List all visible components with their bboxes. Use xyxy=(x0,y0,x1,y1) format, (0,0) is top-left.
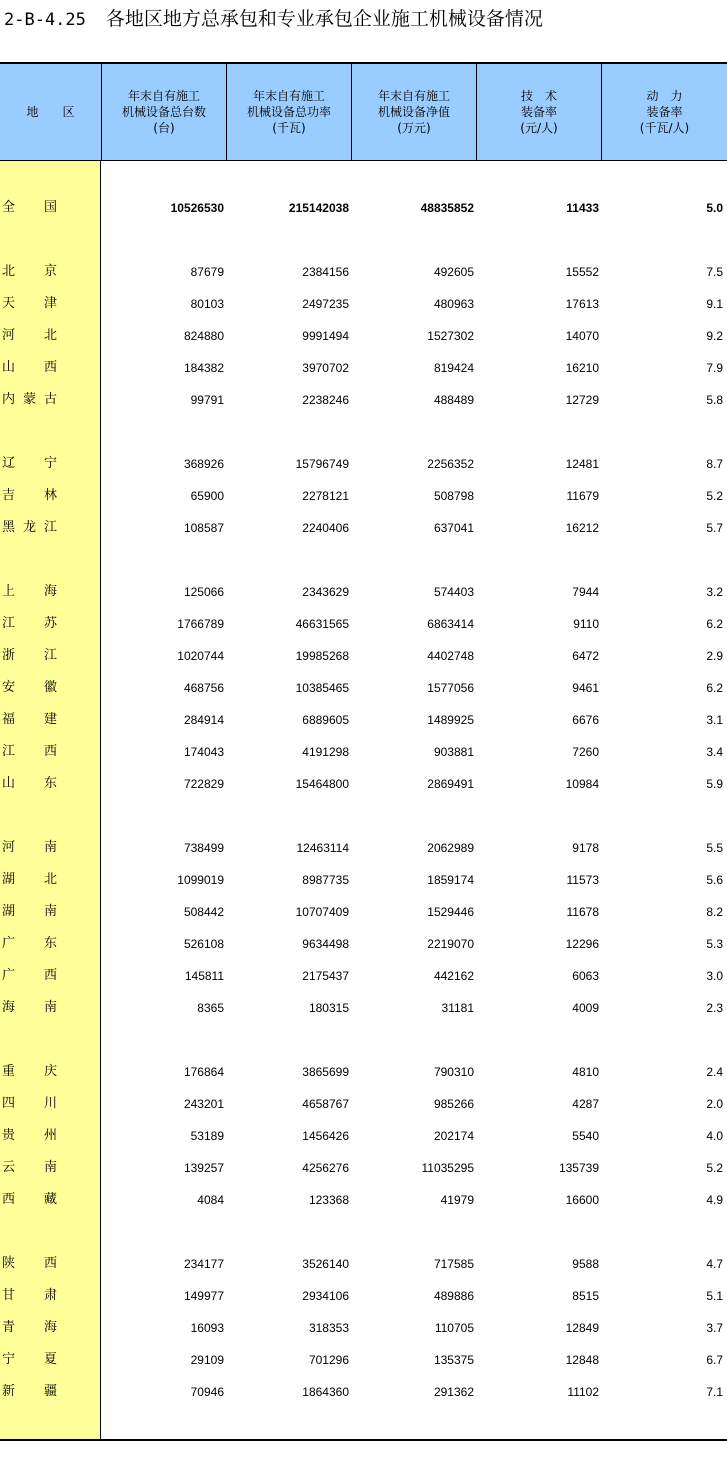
national-total-row xyxy=(0,192,727,224)
cell-power: 1864360 xyxy=(302,1385,349,1399)
cell-value: 11035295 xyxy=(421,1161,474,1175)
cell-value: 6863414 xyxy=(427,617,474,631)
cell-power: 9634498 xyxy=(302,937,349,951)
cell-value: 574403 xyxy=(433,585,474,599)
region-name: 辽 宁 xyxy=(2,456,58,471)
table-row xyxy=(0,992,727,1024)
table-row xyxy=(0,352,727,384)
cell-value: 480963 xyxy=(433,297,474,311)
cell-count: 139257 xyxy=(183,1161,224,1175)
cell-power-rate: 7.1 xyxy=(706,1385,723,1399)
region-name: 内 蒙 古 xyxy=(2,392,58,407)
cell-count: 4084 xyxy=(197,1193,224,1207)
table-row xyxy=(0,576,727,608)
cell-value: 41979 xyxy=(440,1193,474,1207)
table-row xyxy=(0,864,727,896)
table-row xyxy=(0,1344,727,1376)
cell-power: 2240406 xyxy=(302,521,349,535)
cell-power: 6889605 xyxy=(302,713,349,727)
cell-tech-rate: 11102 xyxy=(567,1385,599,1399)
cell-tech-rate: 4810 xyxy=(572,1065,599,1079)
cell-tech-rate: 12848 xyxy=(565,1353,599,1367)
table-row xyxy=(0,832,727,864)
cell-power: 215142038 xyxy=(288,201,349,215)
region-name: 西 藏 xyxy=(2,1192,58,1207)
cell-power: 9991494 xyxy=(302,329,349,343)
cell-power: 3970702 xyxy=(302,361,349,375)
cell-power-rate: 3.0 xyxy=(706,969,723,983)
cell-value: 508798 xyxy=(433,489,474,503)
table-row xyxy=(0,320,727,352)
region-name: 云 南 xyxy=(2,1160,58,1175)
cell-power: 15464800 xyxy=(295,777,349,791)
cell-power: 10385465 xyxy=(295,681,349,695)
region-name: 全 国 xyxy=(2,200,58,215)
cell-value: 1527302 xyxy=(427,329,474,343)
region-name: 安 徽 xyxy=(2,680,58,695)
cell-value: 1577056 xyxy=(427,681,474,695)
data-table xyxy=(0,62,727,1441)
cell-power-rate: 3.2 xyxy=(706,585,723,599)
cell-power-rate: 2.3 xyxy=(706,1001,723,1015)
cell-tech-rate: 6472 xyxy=(572,649,599,663)
table-row xyxy=(0,1312,727,1344)
cell-tech-rate: 9110 xyxy=(573,617,599,631)
region-name: 四 川 xyxy=(2,1096,58,1111)
cell-power: 123368 xyxy=(308,1193,349,1207)
cell-value: 31181 xyxy=(441,1001,474,1015)
cell-value: 2062989 xyxy=(427,841,474,855)
table-row xyxy=(0,1248,727,1280)
cell-count: 125066 xyxy=(183,585,224,599)
cell-count: 70946 xyxy=(190,1385,224,1399)
cell-power-rate: 9.2 xyxy=(706,329,723,343)
table-row xyxy=(0,480,727,512)
region-name: 天 津 xyxy=(2,296,58,311)
table-row xyxy=(0,256,727,288)
cell-power: 1456426 xyxy=(302,1129,349,1143)
cell-power: 180315 xyxy=(308,1001,349,1015)
cell-power-rate: 5.8 xyxy=(706,393,723,407)
cell-value: 1489925 xyxy=(427,713,474,727)
cell-power: 4191298 xyxy=(302,745,349,759)
cell-value: 135375 xyxy=(433,1353,474,1367)
cell-tech-rate: 9588 xyxy=(572,1257,599,1271)
cell-count: 145811 xyxy=(184,969,224,983)
header-region: 地 区 xyxy=(26,105,75,119)
cell-value: 717585 xyxy=(433,1257,474,1271)
table-row xyxy=(0,384,727,416)
region-name: 陕 西 xyxy=(2,1256,58,1271)
cell-value: 488489 xyxy=(433,393,474,407)
cell-value: 819424 xyxy=(433,361,474,375)
cell-value: 1859174 xyxy=(427,873,474,887)
cell-power: 15796749 xyxy=(295,457,349,471)
cell-power: 46631565 xyxy=(295,617,349,631)
region-name: 广 东 xyxy=(2,936,58,951)
cell-tech-rate: 7260 xyxy=(572,745,599,759)
header-power-rate: 动 力 装备率 (千瓦/人) xyxy=(601,64,727,160)
region-name: 北 京 xyxy=(2,264,58,279)
cell-power: 8987735 xyxy=(302,873,349,887)
cell-value: 985266 xyxy=(433,1097,474,1111)
table-row xyxy=(0,1056,727,1088)
cell-tech-rate: 6063 xyxy=(572,969,599,983)
region-name: 湖 南 xyxy=(2,904,58,919)
cell-power-rate: 5.2 xyxy=(706,1161,723,1175)
region-name: 黑 龙 江 xyxy=(2,520,58,535)
cell-count: 99791 xyxy=(190,393,224,407)
region-name: 宁 夏 xyxy=(2,1352,58,1367)
table-row xyxy=(0,960,727,992)
header-equipment-value: 年末自有施工 机械设备净值 (万元) xyxy=(351,64,476,160)
region-name: 福 建 xyxy=(2,712,58,727)
cell-value: 790310 xyxy=(433,1065,474,1079)
cell-tech-rate: 16210 xyxy=(565,361,599,375)
cell-power: 701296 xyxy=(308,1353,349,1367)
cell-tech-rate: 12729 xyxy=(565,393,599,407)
cell-count: 174043 xyxy=(183,745,224,759)
cell-count: 16093 xyxy=(190,1321,224,1335)
cell-power: 4658767 xyxy=(302,1097,349,1111)
table-header xyxy=(0,64,727,161)
cell-value: 4402748 xyxy=(427,649,474,663)
cell-power-rate: 6.2 xyxy=(706,617,723,631)
table-row xyxy=(0,736,727,768)
region-name: 江 西 xyxy=(2,744,58,759)
cell-tech-rate: 12296 xyxy=(565,937,599,951)
cell-count: 243201 xyxy=(183,1097,224,1111)
cell-value: 442162 xyxy=(433,969,474,983)
cell-power-rate: 2.4 xyxy=(706,1065,723,1079)
region-name: 吉 林 xyxy=(2,488,58,503)
region-name: 贵 州 xyxy=(2,1128,58,1143)
region-name: 山 西 xyxy=(2,360,58,375)
cell-power-rate: 5.5 xyxy=(706,841,723,855)
cell-value: 48835852 xyxy=(420,201,474,215)
cell-power-rate: 2.9 xyxy=(706,649,723,663)
cell-power-rate: 6.2 xyxy=(706,681,723,695)
table-row xyxy=(0,1088,727,1120)
cell-value: 903881 xyxy=(433,745,474,759)
table-row xyxy=(0,1120,727,1152)
cell-count: 8365 xyxy=(197,1001,224,1015)
cell-count: 108587 xyxy=(183,521,224,535)
cell-power-rate: 5.9 xyxy=(706,777,723,791)
table-row xyxy=(0,1376,727,1408)
region-name: 新 疆 xyxy=(2,1384,58,1399)
table-code: 2-B-4.25 xyxy=(4,10,86,30)
cell-value: 291362 xyxy=(433,1385,474,1399)
region-name: 山 东 xyxy=(2,776,58,791)
region-name: 河 北 xyxy=(2,328,58,343)
table-row xyxy=(0,1152,727,1184)
cell-power-rate: 5.7 xyxy=(706,521,723,535)
cell-count: 184382 xyxy=(183,361,224,375)
cell-tech-rate: 9461 xyxy=(572,681,599,695)
cell-count: 824880 xyxy=(183,329,224,343)
cell-tech-rate: 11433 xyxy=(566,201,599,215)
cell-power: 10707409 xyxy=(295,905,349,919)
cell-tech-rate: 16212 xyxy=(565,521,599,535)
cell-tech-rate: 8515 xyxy=(572,1289,599,1303)
cell-tech-rate: 16600 xyxy=(565,1193,599,1207)
table-row xyxy=(0,928,727,960)
cell-count: 508442 xyxy=(183,905,224,919)
cell-value: 489886 xyxy=(433,1289,474,1303)
cell-count: 1099019 xyxy=(177,873,224,887)
table-row xyxy=(0,640,727,672)
cell-power-rate: 8.7 xyxy=(706,457,723,471)
table-title-text: 各地区地方总承包和专业承包企业施工机械设备情况 xyxy=(105,8,543,30)
table-row xyxy=(0,608,727,640)
cell-power: 2934106 xyxy=(302,1289,349,1303)
cell-power: 2278121 xyxy=(302,489,349,503)
cell-power: 2384156 xyxy=(302,265,349,279)
cell-tech-rate: 12849 xyxy=(565,1321,599,1335)
region-name: 海 南 xyxy=(2,1000,58,1015)
cell-count: 87679 xyxy=(190,265,224,279)
cell-power-rate: 5.2 xyxy=(706,489,723,503)
cell-count: 722829 xyxy=(183,777,224,791)
bottom-rule xyxy=(0,1439,727,1441)
cell-tech-rate: 10984 xyxy=(565,777,599,791)
cell-power: 2175437 xyxy=(302,969,349,983)
cell-tech-rate: 9178 xyxy=(572,841,599,855)
region-name: 重 庆 xyxy=(2,1064,58,1079)
cell-power: 19985268 xyxy=(295,649,349,663)
cell-power: 2497235 xyxy=(302,297,349,311)
cell-count: 80103 xyxy=(190,297,224,311)
cell-count: 53189 xyxy=(190,1129,224,1143)
cell-tech-rate: 5540 xyxy=(572,1129,599,1143)
cell-power: 3526140 xyxy=(302,1257,349,1271)
header-equipment-count: 年末自有施工 机械设备总台数 (台) xyxy=(101,64,226,160)
cell-count: 234177 xyxy=(183,1257,224,1271)
cell-tech-rate: 11678 xyxy=(566,905,599,919)
table-row xyxy=(0,448,727,480)
table-row xyxy=(0,672,727,704)
cell-power: 2238246 xyxy=(302,393,349,407)
region-name: 广 西 xyxy=(2,968,58,983)
cell-tech-rate: 14070 xyxy=(565,329,599,343)
cell-power-rate: 9.1 xyxy=(706,297,723,311)
region-name: 湖 北 xyxy=(2,872,58,887)
cell-count: 526108 xyxy=(183,937,224,951)
cell-power-rate: 3.7 xyxy=(706,1321,723,1335)
table-row xyxy=(0,704,727,736)
table-row xyxy=(0,768,727,800)
cell-count: 738499 xyxy=(183,841,224,855)
cell-power-rate: 7.9 xyxy=(706,361,723,375)
table-row xyxy=(0,512,727,544)
cell-value: 2869491 xyxy=(427,777,474,791)
region-name: 浙 江 xyxy=(2,648,58,663)
cell-value: 2256352 xyxy=(427,457,474,471)
cell-count: 284914 xyxy=(183,713,224,727)
cell-count: 176864 xyxy=(183,1065,224,1079)
header-equipment-power: 年末自有施工 机械设备总功率 (千瓦) xyxy=(226,64,351,160)
cell-power-rate: 6.7 xyxy=(706,1353,723,1367)
cell-tech-rate: 4009 xyxy=(572,1001,599,1015)
region-name: 甘 肃 xyxy=(2,1288,58,1303)
cell-count: 1020744 xyxy=(177,649,224,663)
cell-power-rate: 5.6 xyxy=(706,873,723,887)
cell-value: 1529446 xyxy=(427,905,474,919)
cell-power: 3865699 xyxy=(302,1065,349,1079)
cell-power-rate: 4.7 xyxy=(706,1257,723,1271)
region-name: 青 海 xyxy=(2,1320,58,1335)
cell-power-rate: 4.0 xyxy=(706,1129,723,1143)
cell-power: 4256276 xyxy=(302,1161,349,1175)
cell-power: 12463114 xyxy=(296,841,349,855)
cell-tech-rate: 12481 xyxy=(565,457,599,471)
cell-value: 2219070 xyxy=(427,937,474,951)
cell-count: 29109 xyxy=(190,1353,224,1367)
cell-tech-rate: 11679 xyxy=(566,489,599,503)
cell-power: 2343629 xyxy=(302,585,349,599)
cell-value: 110705 xyxy=(434,1321,474,1335)
cell-count: 1766789 xyxy=(177,617,224,631)
cell-value: 202174 xyxy=(433,1129,474,1143)
cell-power-rate: 5.1 xyxy=(706,1289,723,1303)
region-name: 江 苏 xyxy=(2,616,58,631)
cell-power-rate: 8.2 xyxy=(706,905,723,919)
cell-count: 65900 xyxy=(190,489,224,503)
cell-count: 10526530 xyxy=(170,201,224,215)
cell-count: 368926 xyxy=(183,457,224,471)
cell-power: 318353 xyxy=(308,1321,349,1335)
cell-power-rate: 4.9 xyxy=(706,1193,723,1207)
region-name: 河 南 xyxy=(2,840,58,855)
table-row xyxy=(0,1184,727,1216)
cell-power-rate: 5.3 xyxy=(706,937,723,951)
cell-tech-rate: 4287 xyxy=(572,1097,599,1111)
cell-count: 149977 xyxy=(183,1289,224,1303)
cell-count: 468756 xyxy=(183,681,224,695)
cell-tech-rate: 17613 xyxy=(565,297,599,311)
cell-value: 492605 xyxy=(433,265,474,279)
cell-power-rate: 7.5 xyxy=(706,265,723,279)
cell-tech-rate: 6676 xyxy=(572,713,599,727)
cell-tech-rate: 15552 xyxy=(565,265,599,279)
cell-power-rate: 3.1 xyxy=(706,713,723,727)
cell-power-rate: 2.0 xyxy=(706,1097,723,1111)
header-tech-rate: 技 术 装备率 (元/人) xyxy=(476,64,601,160)
cell-tech-rate: 11573 xyxy=(566,873,599,887)
cell-power-rate: 3.4 xyxy=(706,745,723,759)
table-title xyxy=(4,4,543,34)
table-row xyxy=(0,1280,727,1312)
cell-power-rate: 5.0 xyxy=(706,201,723,215)
table-row xyxy=(0,288,727,320)
cell-tech-rate: 135739 xyxy=(558,1161,599,1175)
cell-tech-rate: 7944 xyxy=(572,585,599,599)
cell-value: 637041 xyxy=(433,521,474,535)
table-row xyxy=(0,896,727,928)
region-name: 上 海 xyxy=(2,584,58,599)
